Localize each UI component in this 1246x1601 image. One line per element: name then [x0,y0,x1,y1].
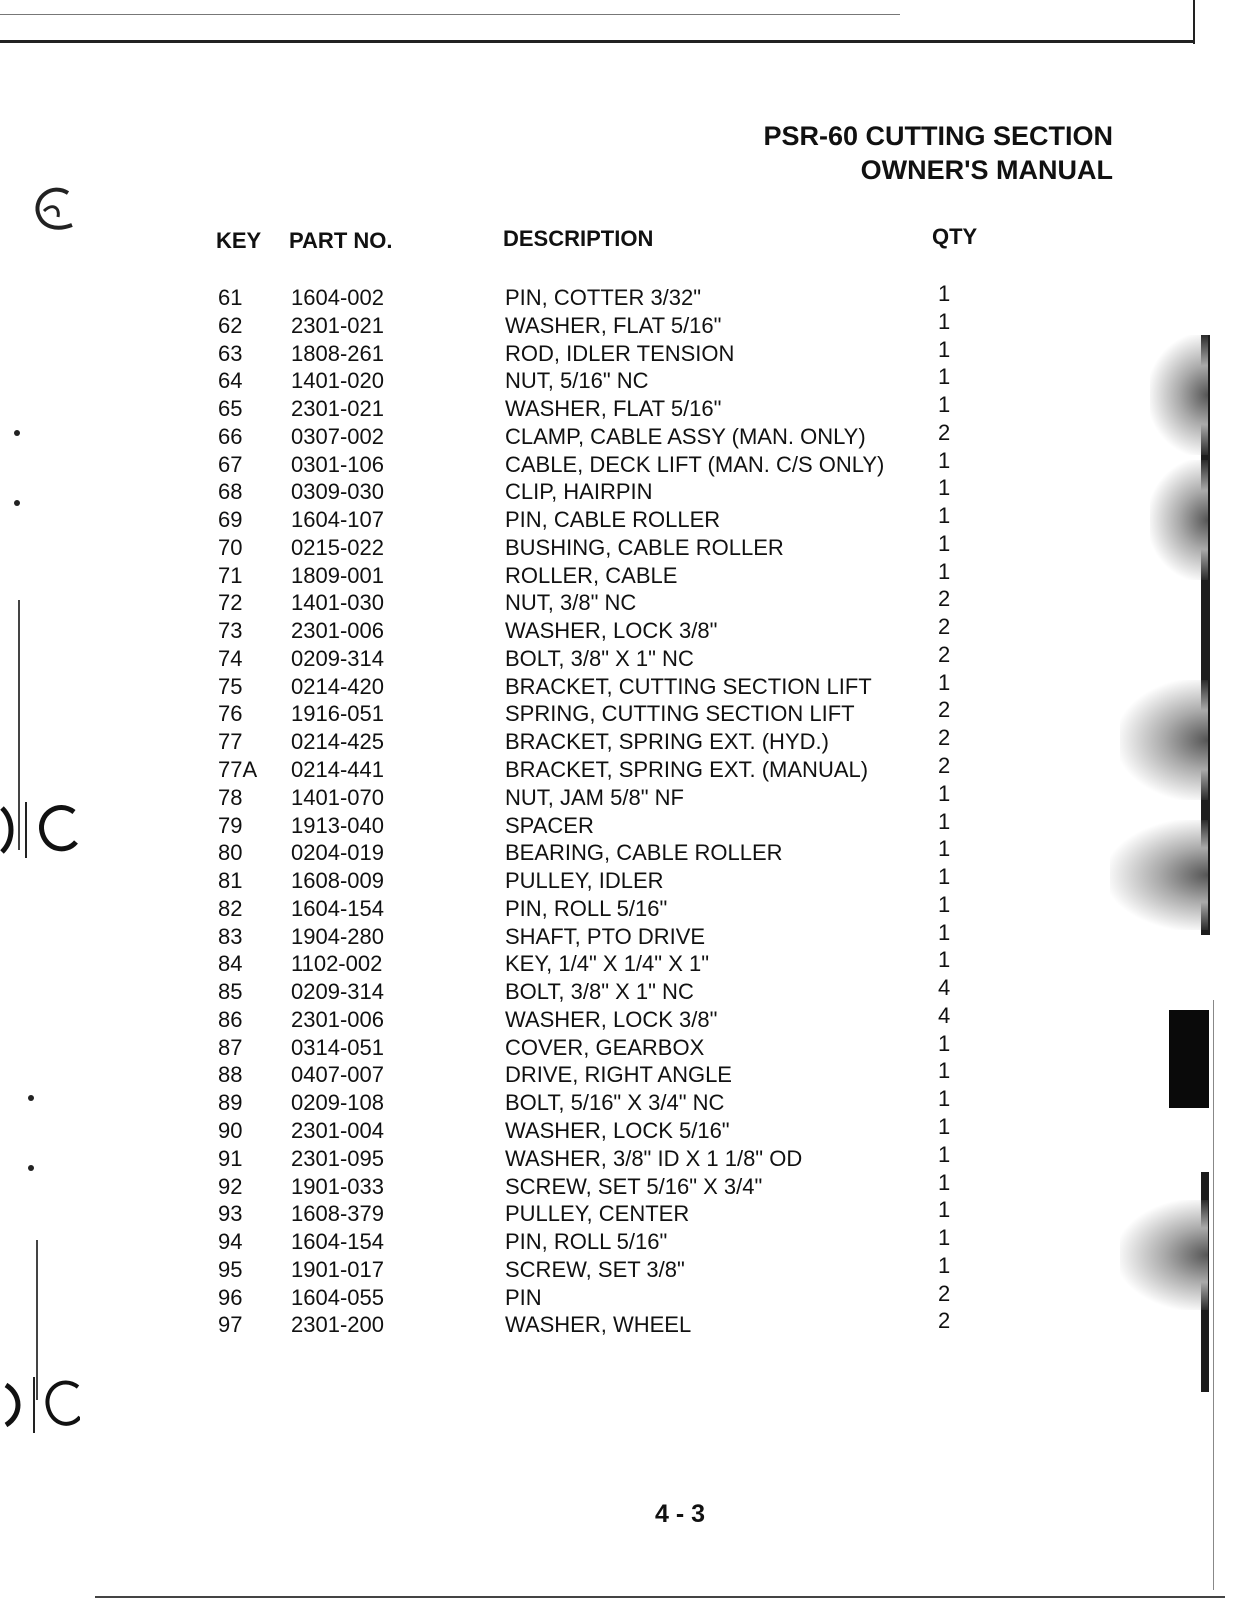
part-key: 75 [218,673,243,699]
part-number: 1904-280 [291,923,384,949]
part-number: 2301-004 [291,1117,384,1143]
table-row [218,1252,978,1284]
part-description: CLAMP, CABLE ASSY (MAN. ONLY) [505,423,866,449]
part-number: 1102-002 [291,951,383,977]
part-quantity: 2 [938,697,951,723]
part-key: 76 [218,701,243,727]
part-description: PIN [505,1284,542,1310]
table-row [218,808,978,840]
part-quantity: 1 [938,1169,951,1195]
table-row [218,1280,978,1312]
table-row [218,1169,978,1201]
part-description: BOLT, 3/8" X 1" NC [505,645,694,671]
part-description: SCREW, SET 3/8" [505,1256,685,1282]
part-key: 80 [218,840,243,866]
part-quantity: 1 [938,281,951,306]
part-quantity: 1 [938,836,951,862]
part-quantity: 4 [938,1002,951,1028]
column-header-key: KEY [216,228,262,253]
part-key: 71 [218,562,243,588]
part-key: 85 [218,979,243,1005]
part-description: PIN, ROLL 5/16" [505,1229,668,1255]
scan-noise-2 [1150,460,1208,580]
part-quantity: 1 [938,947,951,973]
table-row [218,947,978,978]
part-number: 0214-420 [291,673,384,699]
part-description: WASHER, FLAT 5/16" [505,312,722,338]
part-number: 1604-055 [291,1284,384,1310]
part-number: 0307-002 [291,423,384,449]
part-key: 89 [218,1090,243,1116]
part-description: BUSHING, CABLE ROLLER [505,534,784,560]
part-number: 0215-022 [291,534,384,560]
part-quantity: 2 [938,419,951,445]
scan-dot [14,430,20,436]
part-key: 78 [218,784,243,810]
scan-noise-5 [1120,1200,1208,1310]
part-quantity: 2 [938,586,951,612]
part-number: 0209-314 [291,979,384,1005]
part-description: PIN, COTTER 3/32" [505,285,702,310]
part-description: NUT, 3/8" NC [505,590,637,616]
part-quantity: 1 [938,1197,951,1223]
document-title [763,119,1113,187]
table-row [218,753,978,784]
table-row [218,336,978,368]
part-number: 0209-314 [291,645,384,671]
part-quantity: 4 [938,975,951,1001]
part-description: BRACKET, SPRING EXT. (HYD.) [505,729,829,755]
part-number: 0407-007 [291,1062,384,1088]
table-row [218,1058,978,1089]
part-key: 97 [218,1312,243,1338]
part-key: 81 [218,868,243,894]
column-header-qty: QTY [932,224,978,249]
binder-ring-icon [0,1375,80,1435]
part-key: 62 [218,312,243,338]
part-quantity: 1 [938,364,951,390]
part-quantity: 2 [938,1308,951,1334]
scan-bottom-rule [95,1596,1225,1598]
part-number: 2301-095 [291,1145,384,1171]
part-key: 73 [218,618,243,644]
part-quantity: 1 [938,1113,951,1139]
table-row [218,1308,978,1339]
part-number: 0314-051 [291,1034,384,1060]
table-row [218,1197,978,1228]
table-row [218,392,978,423]
part-description: ROD, IDLER TENSION [505,340,735,366]
table-row [218,641,978,673]
part-description: BRACKET, SPRING EXT. (MANUAL) [505,757,869,783]
part-key: 96 [218,1284,243,1310]
part-key: 94 [218,1229,243,1255]
part-description: DRIVE, RIGHT ANGLE [505,1062,732,1088]
part-key: 67 [218,451,243,477]
part-number: 1604-107 [291,507,384,533]
part-number: 1604-154 [291,895,384,921]
part-description: WASHER, LOCK 3/8" [505,1006,718,1032]
part-description: COVER, GEARBOX [505,1034,705,1060]
part-description: CABLE, DECK LIFT (MAN. C/S ONLY) [505,451,885,477]
table-row [218,725,978,756]
part-quantity: 2 [938,1280,951,1306]
part-number: 1809-001 [291,562,384,588]
part-description: SPRING, CUTTING SECTION LIFT [505,701,855,727]
part-quantity: 1 [938,336,951,362]
part-key: 86 [218,1006,243,1032]
part-description: KEY, 1/4" X 1/4" X 1" [505,951,710,977]
part-number: 1604-002 [291,285,384,310]
table-row [218,530,978,562]
table-row [218,891,978,923]
scan-noise-3 [1120,680,1208,800]
scan-top-thin-line [0,14,900,15]
part-description: WASHER, FLAT 5/16" [505,396,722,422]
part-quantity: 2 [938,614,951,640]
part-number: 1808-261 [291,340,384,366]
binder-hole-icon [30,185,82,243]
part-quantity: 2 [938,753,951,779]
table-row [218,475,978,506]
parts-table-body [218,281,978,1339]
part-key: 82 [218,895,243,921]
part-key: 63 [218,340,243,366]
part-key: 72 [218,590,243,616]
table-row [218,836,978,867]
part-description: SHAFT, PTO DRIVE [505,923,706,949]
part-description: ROLLER, CABLE [505,562,678,588]
part-number: 2301-021 [291,312,384,338]
part-key: 69 [218,507,243,533]
part-key: 90 [218,1117,243,1143]
part-description: SPACER [505,812,594,838]
part-quantity: 1 [938,1225,951,1251]
table-row [218,614,978,645]
table-row [218,1002,978,1034]
table-row [218,669,978,701]
table-row [218,1225,978,1256]
part-quantity: 1 [938,392,951,418]
part-quantity: 1 [938,1141,951,1167]
part-key: 93 [218,1201,243,1227]
column-header-part-no: PART NO. [289,228,393,253]
part-description: BOLT, 5/16" X 3/4" NC [505,1090,725,1116]
part-number: 1401-030 [291,590,384,616]
part-description: NUT, 5/16" NC [505,368,649,394]
part-quantity: 1 [938,558,951,584]
table-row [218,447,978,479]
part-key: 83 [218,923,243,949]
part-description: SCREW, SET 5/16" X 3/4" [505,1173,763,1199]
table-row [218,308,978,340]
part-number: 1604-154 [291,1229,384,1255]
part-key: 88 [218,1062,243,1088]
part-description: WASHER, 3/8" ID X 1 1/8" OD [505,1145,803,1171]
part-number: 0214-425 [291,729,384,755]
document-title-line2: OWNER'S MANUAL [860,155,1113,185]
part-quantity: 1 [938,447,951,473]
scan-dot [28,1165,34,1171]
part-description: WASHER, LOCK 5/16" [505,1117,730,1143]
part-number: 0204-019 [291,840,384,866]
table-row [218,697,978,728]
part-quantity: 1 [938,669,951,695]
table-row [218,419,978,451]
part-description: PULLEY, CENTER [505,1201,690,1227]
table-row [218,975,978,1006]
column-header-description: DESCRIPTION [503,226,654,251]
page-number: 4 - 3 [654,1500,706,1528]
part-number: 1901-033 [291,1173,384,1199]
document-title-line1: PSR-60 CUTTING SECTION [763,121,1113,151]
part-quantity: 1 [938,1030,951,1056]
part-key: 77 [218,729,243,755]
part-description: BOLT, 3/8" X 1" NC [505,979,694,1005]
part-quantity: 1 [938,503,951,529]
part-key: 87 [218,1034,243,1060]
part-key: 66 [218,423,243,449]
binder-ring-icon [0,800,80,860]
part-number: 1401-020 [291,368,384,394]
part-quantity: 1 [938,1058,951,1084]
part-number: 2301-021 [291,396,384,422]
part-number: 0301-106 [291,451,384,477]
part-quantity: 1 [938,780,951,806]
part-description: CLIP, HAIRPIN [505,479,653,505]
scan-noise-1 [1150,335,1208,455]
part-quantity: 1 [938,864,951,890]
part-quantity: 1 [938,1086,951,1112]
part-quantity: 1 [938,475,951,501]
part-key: 70 [218,534,243,560]
scan-dot [28,1095,34,1101]
part-key: 92 [218,1173,243,1199]
part-number: 2301-006 [291,618,384,644]
part-number: 1913-040 [291,812,384,838]
part-quantity: 1 [938,891,951,917]
part-key: 77A [218,757,258,783]
table-row [218,864,978,895]
table-row [218,1141,978,1173]
part-key: 64 [218,368,243,394]
part-key: 74 [218,645,243,671]
part-number: 0309-030 [291,479,384,505]
table-row [218,586,978,617]
part-key: 61 [218,285,243,310]
part-quantity: 1 [938,308,951,334]
table-row [218,558,978,590]
part-quantity: 1 [938,1252,951,1278]
part-number: 2301-200 [291,1312,384,1338]
part-quantity: 2 [938,725,951,751]
part-description: PIN, ROLL 5/16" [505,895,668,921]
part-quantity: 1 [938,919,951,945]
part-description: PULLEY, IDLER [505,868,664,894]
part-key: 68 [218,479,243,505]
part-key: 79 [218,812,243,838]
table-row [218,1113,978,1145]
part-quantity: 1 [938,808,951,834]
table-row [218,1086,978,1117]
part-description: NUT, JAM 5/8" NF [505,784,684,810]
table-row [218,364,978,395]
part-description: BRACKET, CUTTING SECTION LIFT [505,673,872,699]
part-number: 1401-070 [291,784,384,810]
part-description: BEARING, CABLE ROLLER [505,840,783,866]
part-number: 0209-108 [291,1090,384,1116]
scan-dot [14,500,20,506]
part-number: 0214-441 [291,757,384,783]
part-description: PIN, CABLE ROLLER [505,507,721,533]
part-key: 65 [218,396,243,422]
part-quantity: 1 [938,530,951,556]
part-number: 1608-379 [291,1201,384,1227]
part-key: 84 [218,951,243,977]
part-number: 1901-017 [291,1256,384,1282]
table-row [218,281,978,312]
part-number: 1608-009 [291,868,384,894]
scan-noise-4 [1110,820,1208,930]
part-number: 1916-051 [291,701,384,727]
scan-top-rule [0,40,1195,43]
part-description: WASHER, WHEEL [505,1312,692,1338]
part-number: 2301-006 [291,1006,384,1032]
scan-top-right-edge [1193,0,1195,44]
section-tab-marker [1169,1010,1209,1108]
table-row [218,503,978,534]
part-key: 95 [218,1256,243,1282]
part-quantity: 2 [938,641,951,667]
table-row [218,780,978,812]
part-description: WASHER, LOCK 3/8" [505,618,718,644]
table-row [218,919,978,951]
table-row [218,1030,978,1062]
part-key: 91 [218,1145,243,1171]
